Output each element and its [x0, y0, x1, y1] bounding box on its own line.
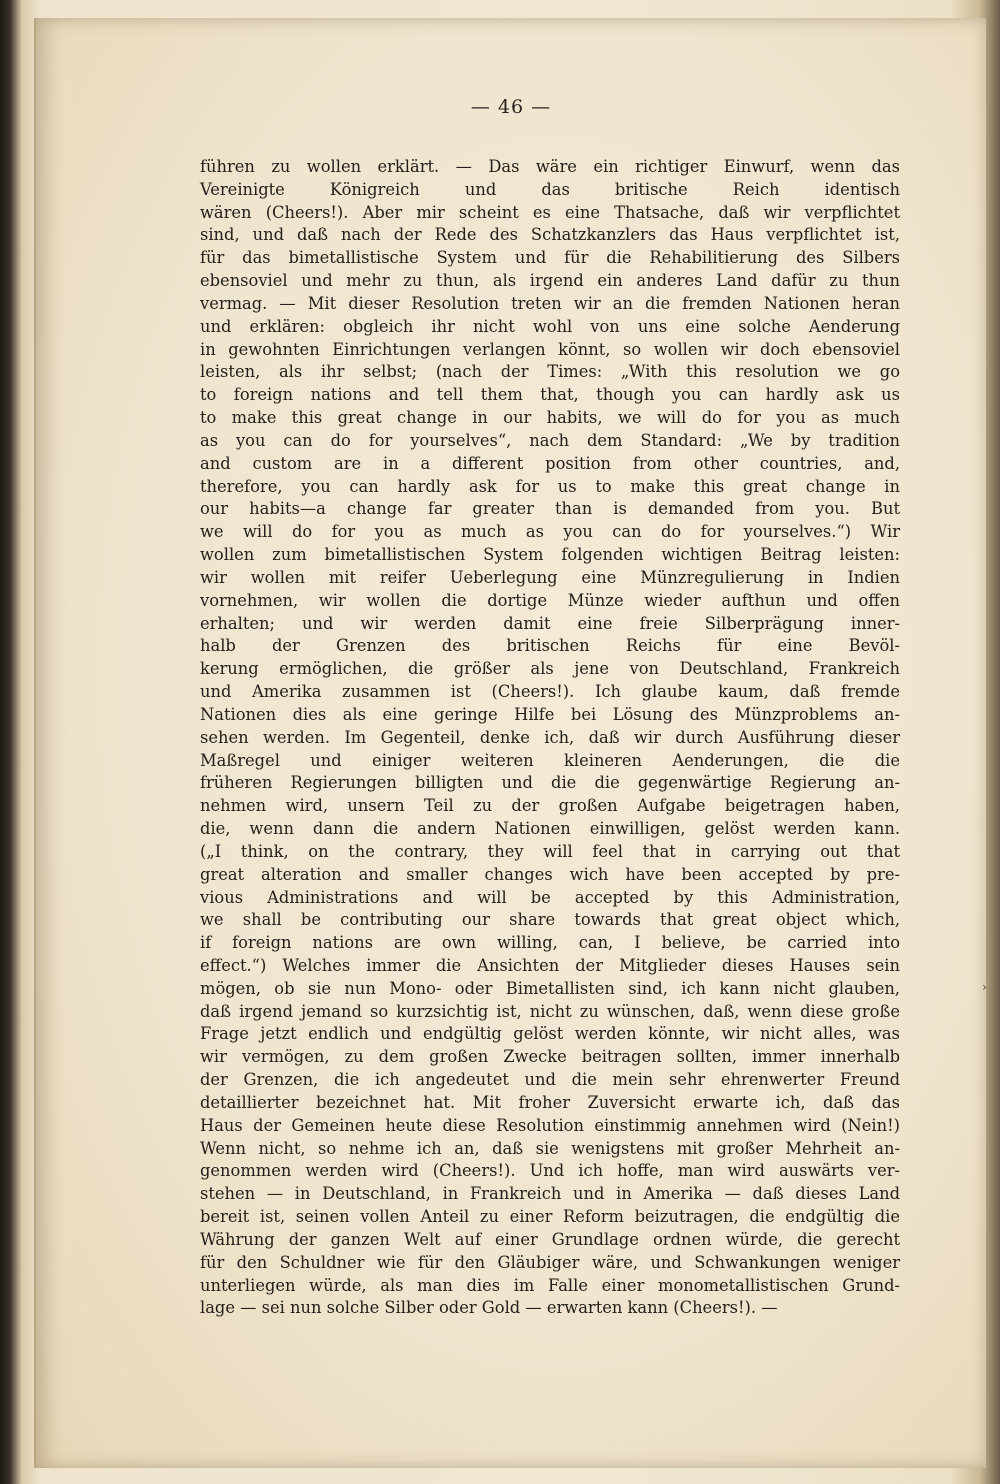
text-line: stehen — in Deutschland, in Frankreich und in Amerika — daß dieses Land [200, 1184, 900, 1204]
text-line: nehmen wird, unsern Teil zu der großen Aufgabe beigetragen haben, [200, 796, 900, 816]
text-line: we will do for you as much as you can do for yourselves.“) Wir [200, 522, 900, 542]
text-line: lage — sei nun solche Silber oder Gold — erwarten kann (Cheers!). — [200, 1298, 778, 1318]
text-line: kerung ermöglichen, die größer als jene von Deutschland, Frankreich [200, 659, 900, 679]
text-line: („I think, on the contrary, they will feel that in carrying out that [200, 841, 900, 861]
text-line: great alteration and smaller changes wich have been accepted by pre- [200, 864, 900, 884]
text-line: die, wenn dann die andern Nationen einwilligen, gelöst werden kann. [200, 819, 900, 839]
text-line: früheren Regierungen billigten und die die gegenwärtige Regierung an- [200, 773, 900, 793]
text-line: wären (Cheers!). Aber mir scheint es eine Thatsache, daß wir verpflichtet [200, 202, 900, 222]
text-line: Maßregel und einiger weiteren kleineren Aenderungen, die die [200, 750, 900, 770]
text-line: ebensoviel und mehr zu thun, als irgend ein anderes Land dafür zu thun [200, 271, 900, 291]
text-line: und erklären: obgleich ihr nicht wohl von uns eine solche Aenderung [200, 316, 900, 336]
text-line: unterliegen würde, als man dies im Falle einer monometallistischen Grund- [200, 1275, 900, 1295]
text-line: in gewohnten Einrichtungen verlangen könnt, so wollen wir doch ebensoviel [200, 339, 900, 359]
text-line: für das bimetallistische System und für die Rehabilitierung des Silbers [200, 248, 900, 268]
text-line: vornehmen, wir wollen die dortige Münze wieder aufthun und offen [200, 590, 900, 610]
text-line: vermag. — Mit dieser Resolution treten wir an die fremden Nationen heran [200, 293, 900, 313]
text-line: detaillierter bezeichnet hat. Mit froher Zuversicht erwarte ich, daß das [200, 1092, 900, 1112]
text-line: to make this great change in our habits, we will do for you as much [200, 408, 900, 428]
text-line: Haus der Gemeinen heute diese Resolution einstimmig annehmen wird (Nein!) [200, 1115, 900, 1135]
text-line: der Grenzen, die ich angedeutet und die mein sehr ehrenwerter Freund [200, 1070, 900, 1090]
text-line: as you can do for yourselves“, nach dem Standard: „We by tradition [200, 430, 900, 450]
text-line: we shall be contributing our share towards that great object which, [200, 910, 900, 930]
text-line: führen zu wollen erklärt. — Das wäre ein richtiger Einwurf, wenn das [200, 157, 900, 176]
text-line: wollen zum bimetallistischen System folgenden wichtigen Beitrag leisten: [200, 545, 900, 565]
text-line: Nationen dies als eine geringe Hilfe bei Lösung des Münzproblems an- [200, 704, 900, 724]
paper-page [34, 18, 986, 1468]
text-line: Frage jetzt endlich und endgültig gelöst werden könnte, wir nicht alles, was [200, 1024, 900, 1044]
text-line: and custom are in a different position from other countries, and, [200, 453, 900, 473]
text-line: vious Administrations and will be accepted by this Administration, [200, 887, 900, 907]
text-line: bereit ist, seinen vollen Anteil zu einer Reform beizutragen, die endgültig die [200, 1207, 900, 1227]
text-line: Wenn nicht, so nehme ich an, daß sie wenigstens mit großer Mehrheit an- [200, 1138, 900, 1158]
text-line: sehen werden. Im Gegenteil, denke ich, daß wir durch Ausführung dieser [200, 727, 900, 747]
text-line: genommen werden wird (Cheers!). Und ich hoffe, man wird auswärts ver- [200, 1161, 900, 1181]
body-text [200, 156, 900, 1320]
text-line: wir vermögen, zu dem großen Zwecke beitragen sollten, immer innerhalb [200, 1047, 900, 1067]
text-line: leisten, als ihr selbst; (nach der Times: „With this resolution we go [200, 362, 900, 382]
text-line: therefore, you can hardly ask for us to make this great change in [200, 476, 900, 496]
text-line: sind, und daß nach der Rede des Schatzkanzlers das Haus verpflichtet ist, [200, 225, 900, 245]
text-line: to foreign nations and tell them that, though you can hardly ask us [200, 385, 900, 405]
text-line: halb der Grenzen des britischen Reichs für eine Bevöl- [200, 636, 900, 656]
text-line: erhalten; und wir werden damit eine freie Silberprägung inner- [200, 613, 900, 633]
margin-mark: › [982, 980, 987, 994]
text-line: Währung der ganzen Welt auf einer Grundlage ordnen würde, die gerecht [200, 1229, 900, 1249]
text-line: wir wollen mit reifer Ueberlegung eine Münzregulierung in Indien [200, 567, 900, 587]
text-line: mögen, ob sie nun Mono- oder Bimetallisten sind, ich kann nicht glauben, [200, 978, 900, 998]
text-line: für den Schuldner wie für den Gläubiger wäre, und Schwankungen weniger [200, 1252, 900, 1272]
text-line: Vereinigte Königreich und das britische Reich identisch [200, 179, 900, 199]
text-line: if foreign nations are own willing, can, I believe, be carried into [200, 933, 900, 953]
text-line: und Amerika zusammen ist (Cheers!). Ich glaube kaum, daß fremde [200, 682, 900, 702]
text-line: daß irgend jemand so kurzsichtig ist, nicht zu wünschen, daß, wenn diese große [200, 1001, 900, 1021]
text-line: our habits—a change far greater than is demanded from you. But [200, 499, 900, 519]
page-number: — 46 — [470, 96, 552, 118]
text-line: effect.“) Welches immer die Ansichten der Mitglieder dieses Hauses sein [200, 955, 900, 975]
